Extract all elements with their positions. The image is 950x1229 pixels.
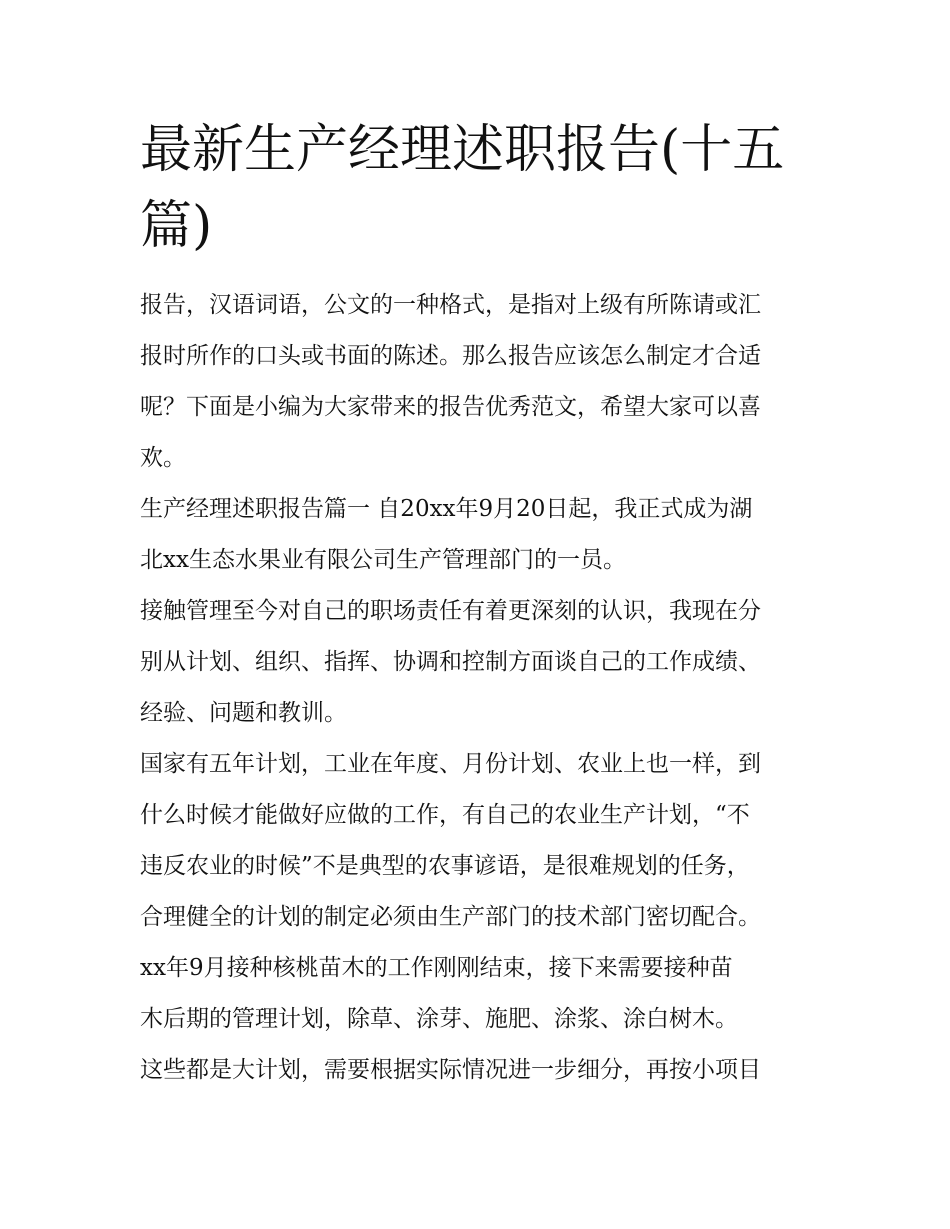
paragraph-report-start: 生产经理述职报告篇一 自20xx年9月20日起，我正式成为湖 北xx生态水果业有限公司生产管理部门的一员。 (140, 496, 753, 573)
paragraph-planning: 国家有五年计划，工业在年度、月份计划、农业上也一样，到 什么时候才能做好应做的工作，有自己的农业生产计划，“不 违反农业的时候”不是典型的农事谚语，是很难规划的任务， 合理健全的计划的制定必须由生产部门的技术部门密切配合。 xx年9月接种核桃苗木的工作刚刚结束，接下来需要接种苗 木后期的管理计划，除草、涂芽、施肥、涂浆、涂白树木。 这些都是大计划，需要根据实际情况进一步细分，再按小项目 (140, 751, 761, 1083)
paragraph-intro: 报告，汉语词语，公文的一种格式，是指对上级有所陈请或汇 报时所作的口头或书面的陈述。那么报告应该怎么制定才合适 呢？下面是小编为大家带来的报告优秀范文，希望大家可以喜 欢。 (140, 292, 761, 471)
paragraph-responsibility: 接触管理至今对自己的职场责任有着更深刻的认识，我现在分 别从计划、组织、指挥、协调和控制方面谈自己的工作成绩、 经验、问题和教训。 (140, 598, 761, 726)
document-title: 最新生产经理述职报告(十五 篇) (140, 120, 785, 256)
document-body (140, 280, 820, 1096)
